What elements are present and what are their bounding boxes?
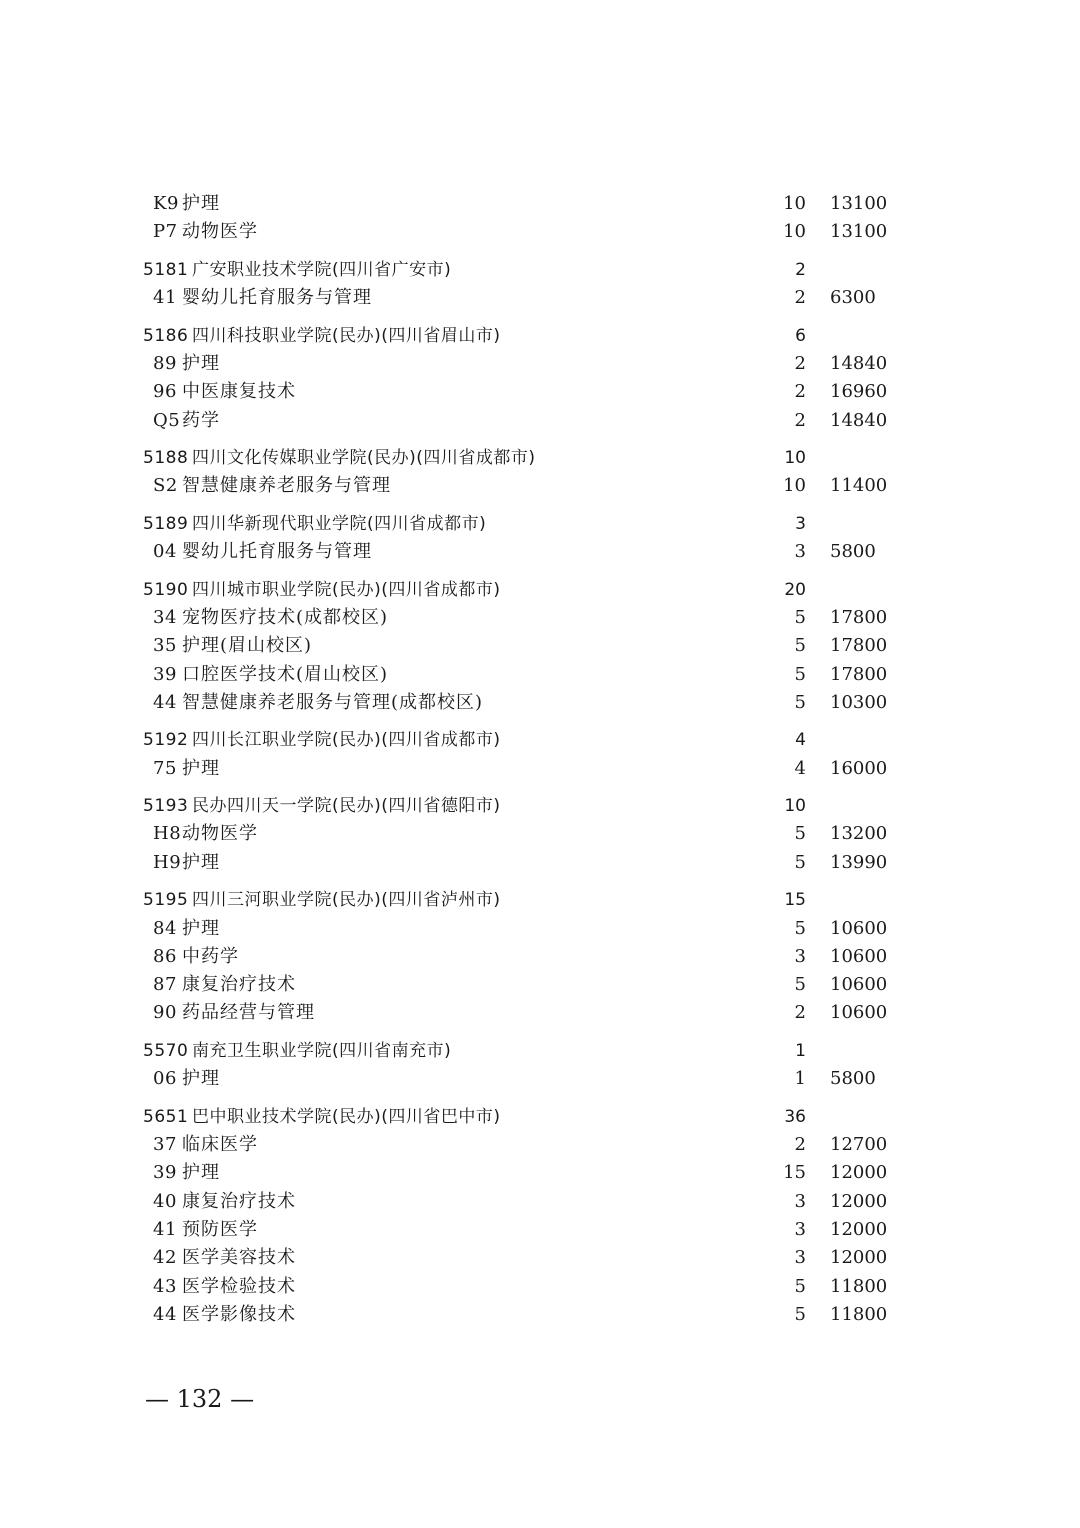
tuition-fee: 11800 bbox=[830, 1275, 888, 1297]
major-row bbox=[0, 632, 1080, 660]
major-row bbox=[0, 755, 1080, 783]
major-name: 护理 bbox=[182, 851, 220, 873]
institution-name: 四川长江职业学院(民办)(四川省成都市) bbox=[192, 730, 501, 751]
major-name: 医学美容技术 bbox=[182, 1247, 296, 1269]
major-row bbox=[0, 538, 1080, 566]
plan-count: 5 bbox=[794, 851, 806, 873]
major-name: 预防医学 bbox=[182, 1218, 258, 1240]
tuition-fee: 12700 bbox=[830, 1134, 888, 1155]
institution-row bbox=[0, 256, 1080, 284]
plan-count: 5 bbox=[794, 606, 806, 628]
major-row bbox=[0, 1216, 1080, 1244]
institution-code: 5651 bbox=[143, 1106, 189, 1127]
institution-code: 5190 bbox=[143, 579, 189, 600]
institution-row bbox=[0, 510, 1080, 538]
institution-code: 5195 bbox=[143, 890, 189, 911]
major-code: 39 bbox=[153, 663, 177, 685]
major-row bbox=[0, 604, 1080, 632]
tuition-fee: 13100 bbox=[830, 221, 888, 243]
major-code: 44 bbox=[153, 691, 177, 713]
institution-code: 5181 bbox=[143, 259, 189, 280]
plan-count: 1 bbox=[795, 1040, 806, 1061]
major-code: 84 bbox=[153, 917, 177, 939]
tuition-fee: 12000 bbox=[830, 1162, 888, 1184]
plan-count: 5 bbox=[794, 823, 806, 845]
major-name: 动物医学 bbox=[182, 823, 258, 845]
major-row bbox=[0, 943, 1080, 971]
tuition-fee: 13100 bbox=[830, 193, 888, 214]
major-code: 90 bbox=[153, 1002, 177, 1024]
major-code: 04 bbox=[153, 541, 177, 563]
major-name: 医学检验技术 bbox=[182, 1275, 296, 1297]
tuition-fee: 10300 bbox=[830, 691, 888, 713]
institution-name: 四川华新现代职业学院(四川省成都市) bbox=[192, 513, 487, 534]
major-name: 药品经营与管理 bbox=[182, 1002, 315, 1024]
major-code: 43 bbox=[153, 1275, 177, 1297]
major-code: 06 bbox=[153, 1068, 177, 1090]
plan-count: 6 bbox=[795, 325, 806, 346]
major-code: Q5 bbox=[153, 409, 181, 431]
major-code: H9 bbox=[153, 851, 182, 873]
major-row bbox=[0, 849, 1080, 877]
major-row bbox=[0, 1244, 1080, 1272]
institution-row bbox=[0, 1037, 1080, 1065]
institution-name: 四川科技职业学院(民办)(四川省眉山市) bbox=[192, 325, 501, 346]
institution-name: 民办四川天一学院(民办)(四川省德阳市) bbox=[192, 796, 501, 817]
major-name: 中医康复技术 bbox=[182, 381, 296, 403]
major-name: 医学影像技术 bbox=[182, 1303, 296, 1325]
plan-count: 3 bbox=[794, 1247, 806, 1269]
major-row bbox=[0, 999, 1080, 1027]
plan-count: 3 bbox=[794, 541, 806, 563]
plan-count: 1 bbox=[794, 1068, 806, 1090]
tuition-fee: 13200 bbox=[830, 823, 888, 845]
major-code: 75 bbox=[153, 757, 177, 779]
institution-row bbox=[0, 886, 1080, 914]
major-code: 41 bbox=[153, 287, 177, 309]
major-row bbox=[0, 1065, 1080, 1093]
institution-row bbox=[0, 1103, 1080, 1131]
major-code: 86 bbox=[153, 945, 177, 967]
plan-count: 10 bbox=[783, 193, 806, 214]
plan-count: 2 bbox=[794, 1134, 806, 1155]
plan-count: 15 bbox=[783, 1162, 806, 1184]
plan-count: 5 bbox=[794, 663, 806, 685]
plan-count: 2 bbox=[795, 259, 806, 280]
tuition-fee: 17800 bbox=[830, 606, 888, 628]
tuition-fee: 14840 bbox=[830, 409, 888, 431]
major-name: 护理 bbox=[182, 917, 220, 939]
major-row bbox=[0, 1159, 1080, 1187]
major-row bbox=[0, 1273, 1080, 1301]
tuition-fee: 12000 bbox=[830, 1190, 888, 1212]
major-code: S2 bbox=[153, 475, 178, 497]
major-code: 42 bbox=[153, 1247, 177, 1269]
institution-code: 5570 bbox=[143, 1040, 189, 1061]
major-row bbox=[0, 407, 1080, 435]
tuition-fee: 12000 bbox=[830, 1247, 888, 1269]
institution-code: 5193 bbox=[143, 796, 189, 817]
tuition-fee: 10600 bbox=[830, 945, 888, 967]
tuition-fee: 17800 bbox=[830, 663, 888, 685]
plan-count: 5 bbox=[794, 974, 806, 996]
plan-count: 5 bbox=[794, 691, 806, 713]
major-code: 87 bbox=[153, 974, 177, 996]
plan-count: 2 bbox=[794, 1002, 806, 1024]
plan-count: 15 bbox=[784, 890, 806, 911]
tuition-fee: 6300 bbox=[830, 287, 876, 309]
major-name: 药学 bbox=[182, 409, 220, 431]
major-code: P7 bbox=[153, 221, 178, 243]
major-name: 护理 bbox=[182, 1162, 220, 1184]
institution-name: 四川文化传媒职业学院(民办)(四川省成都市) bbox=[192, 448, 536, 468]
major-row bbox=[0, 218, 1080, 246]
institution-name: 四川城市职业学院(民办)(四川省成都市) bbox=[192, 579, 501, 600]
major-row bbox=[0, 350, 1080, 378]
institution-code: 5186 bbox=[143, 325, 189, 346]
major-code: 39 bbox=[153, 1162, 177, 1184]
tuition-fee: 10600 bbox=[830, 974, 888, 996]
plan-count: 5 bbox=[794, 635, 806, 657]
major-name: 护理 bbox=[182, 757, 220, 779]
major-row bbox=[0, 1131, 1080, 1159]
plan-count: 10 bbox=[784, 448, 806, 468]
major-code: 37 bbox=[153, 1134, 177, 1155]
plan-count: 2 bbox=[794, 409, 806, 431]
major-name: 护理 bbox=[182, 1068, 220, 1090]
institution-code: 5189 bbox=[143, 513, 189, 534]
major-row bbox=[0, 190, 1080, 218]
major-code: 96 bbox=[153, 381, 177, 403]
plan-count: 3 bbox=[794, 1218, 806, 1240]
institution-row bbox=[0, 726, 1080, 754]
tuition-fee: 16000 bbox=[830, 757, 888, 779]
tuition-fee: 10600 bbox=[830, 917, 888, 939]
major-row bbox=[0, 689, 1080, 717]
major-name: 临床医学 bbox=[182, 1134, 258, 1155]
major-name: 护理 bbox=[182, 193, 220, 214]
tuition-fee: 5800 bbox=[830, 541, 876, 563]
institution-row bbox=[0, 576, 1080, 604]
institution-row bbox=[0, 322, 1080, 350]
plan-count: 36 bbox=[784, 1106, 806, 1127]
major-code: 44 bbox=[153, 1303, 177, 1325]
tuition-fee: 13990 bbox=[830, 851, 888, 873]
major-name: 康复治疗技术 bbox=[182, 974, 296, 996]
major-name: 智慧健康养老服务与管理 bbox=[182, 475, 391, 497]
major-name: 中药学 bbox=[182, 945, 239, 967]
major-code: 34 bbox=[153, 606, 177, 628]
major-name: 婴幼儿托育服务与管理 bbox=[182, 287, 372, 309]
institution-row bbox=[0, 792, 1080, 820]
major-name: 护理 bbox=[182, 352, 220, 374]
institution-code: 5192 bbox=[143, 730, 189, 751]
institution-row bbox=[0, 444, 1080, 472]
plan-count: 3 bbox=[794, 1190, 806, 1212]
major-code: K9 bbox=[153, 193, 179, 214]
plan-count: 20 bbox=[784, 579, 806, 600]
plan-count: 4 bbox=[794, 757, 806, 779]
major-name: 口腔医学技术(眉山校区) bbox=[182, 663, 389, 685]
major-row bbox=[0, 472, 1080, 500]
plan-count: 4 bbox=[795, 730, 806, 751]
major-code: 89 bbox=[153, 352, 177, 374]
plan-count: 3 bbox=[795, 513, 806, 534]
tuition-fee: 11800 bbox=[830, 1303, 888, 1325]
major-row bbox=[0, 1188, 1080, 1216]
institution-name: 广安职业技术学院(四川省广安市) bbox=[192, 259, 452, 280]
major-code: 35 bbox=[153, 635, 177, 657]
institution-name: 四川三河职业学院(民办)(四川省泸州市) bbox=[192, 890, 501, 911]
major-code: H8 bbox=[153, 823, 182, 845]
major-row bbox=[0, 915, 1080, 943]
major-name: 宠物医疗技术(成都校区) bbox=[182, 606, 389, 628]
page-number: — 132 — bbox=[145, 1385, 255, 1413]
major-row bbox=[0, 971, 1080, 999]
institution-code: 5188 bbox=[143, 448, 189, 468]
major-name: 护理(眉山校区) bbox=[182, 635, 313, 657]
major-row bbox=[0, 284, 1080, 312]
institution-name: 南充卫生职业学院(四川省南充市) bbox=[192, 1040, 452, 1061]
plan-count: 10 bbox=[783, 221, 806, 243]
major-code: 41 bbox=[153, 1218, 177, 1240]
major-name: 康复治疗技术 bbox=[182, 1190, 296, 1212]
plan-count: 2 bbox=[794, 352, 806, 374]
plan-count: 2 bbox=[794, 381, 806, 403]
major-row bbox=[0, 378, 1080, 406]
plan-count: 10 bbox=[783, 475, 806, 497]
plan-count: 5 bbox=[794, 1303, 806, 1325]
tuition-fee: 17800 bbox=[830, 635, 888, 657]
tuition-fee: 12000 bbox=[830, 1218, 888, 1240]
institution-name: 巴中职业技术学院(民办)(四川省巴中市) bbox=[192, 1106, 501, 1127]
tuition-fee: 10600 bbox=[830, 1002, 888, 1024]
plan-count: 3 bbox=[794, 945, 806, 967]
major-name: 动物医学 bbox=[182, 221, 258, 243]
major-row bbox=[0, 1301, 1080, 1329]
major-name: 智慧健康养老服务与管理(成都校区) bbox=[182, 691, 484, 713]
tuition-fee: 11400 bbox=[830, 475, 888, 497]
major-name: 婴幼儿托育服务与管理 bbox=[182, 541, 372, 563]
tuition-fee: 14840 bbox=[830, 352, 888, 374]
major-row bbox=[0, 820, 1080, 848]
plan-count: 5 bbox=[794, 1275, 806, 1297]
plan-count: 2 bbox=[794, 287, 806, 309]
plan-count: 5 bbox=[794, 917, 806, 939]
major-code: 40 bbox=[153, 1190, 177, 1212]
tuition-fee: 16960 bbox=[830, 381, 888, 403]
major-row bbox=[0, 661, 1080, 689]
plan-count: 10 bbox=[784, 796, 806, 817]
tuition-fee: 5800 bbox=[830, 1068, 876, 1090]
